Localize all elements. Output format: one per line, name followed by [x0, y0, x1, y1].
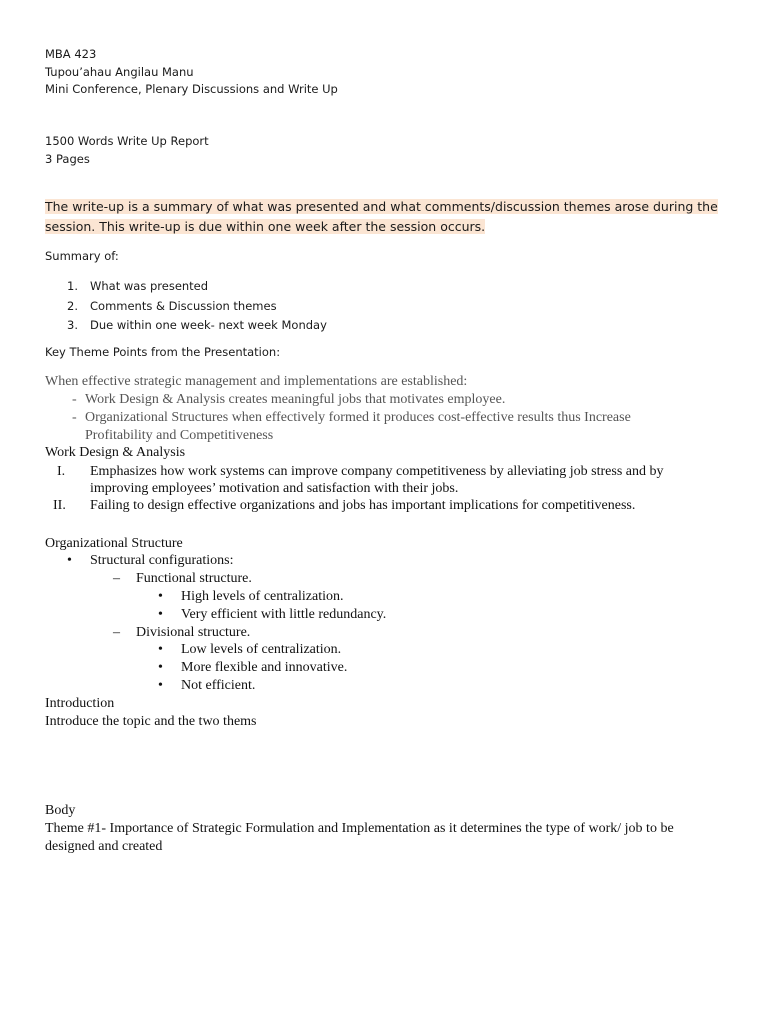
work-design-list — [50, 463, 725, 514]
introduction-text: Introduce the topic and the two thems — [45, 714, 257, 729]
body-theme-line-2: designed and created — [45, 839, 163, 854]
work-design-heading: Work Design & Analysis — [45, 445, 186, 460]
introduction-section — [45, 695, 257, 731]
page-count: 3 Pages — [45, 151, 90, 166]
org-structure-heading: Organizational Structure — [45, 536, 183, 551]
list-item: II. Failing to design effective organizations and jobs has important implications for competitiveness. — [53, 498, 636, 513]
summary-list — [67, 277, 327, 336]
list-item: • More flexible and innovative. — [158, 660, 348, 675]
highlighted-note — [45, 197, 718, 237]
body-theme-line-1: Theme #1- Importance of Strategic Formulation and Implementation as it determines the type of work/ job to be — [45, 821, 674, 836]
document-header — [45, 46, 338, 99]
list-item: 1. What was presented — [67, 279, 209, 293]
list-item: - Organizational Structures when effectively formed it produces cost-effective results thus Increase Profitability and Competitiveness — [72, 410, 631, 443]
author-name: Tupou’ahau Angilau Manu — [45, 64, 194, 79]
list-item: • Low levels of centralization. — [158, 642, 342, 657]
divisional-structure — [113, 624, 250, 642]
body-heading: Body — [45, 803, 76, 818]
highlight-line-2: session. This write-up is due within one week after the session occurs. — [45, 219, 486, 234]
list-item: • Structural configurations: — [67, 553, 234, 568]
requirements — [45, 133, 209, 168]
divisional-items — [158, 641, 347, 695]
list-item: • Very efficient with little redundancy. — [158, 607, 387, 622]
word-count: 1500 Words Write Up Report — [45, 134, 209, 148]
introduction-heading: Introduction — [45, 696, 115, 711]
list-item: • High levels of centralization. — [158, 589, 344, 604]
list-item: – Functional structure. — [113, 571, 252, 586]
structural-configurations — [67, 552, 233, 570]
list-item: - Work Design & Analysis creates meaningful jobs that motivates employee. — [72, 392, 506, 407]
assignment-title: Mini Conference, Plenary Discussions and Write Up — [45, 82, 338, 96]
list-item: 3. Due within one week- next week Monday — [67, 318, 327, 332]
key-points-list — [72, 391, 631, 445]
summary-heading: Summary of: — [45, 249, 119, 263]
functional-structure — [113, 570, 252, 588]
list-item: 2. Comments & Discussion themes — [67, 298, 277, 313]
list-item: • Not efficient. — [158, 678, 256, 693]
course-code: MBA 423 — [45, 47, 97, 61]
key-points-intro: When effective strategic management and implementations are established: — [45, 374, 468, 389]
functional-items — [158, 588, 386, 624]
list-item: – Divisional structure. — [113, 625, 251, 640]
key-points-heading: Key Theme Points from the Presentation: — [45, 345, 281, 359]
body-section — [45, 802, 674, 856]
highlight-line-1: The write-up is a summary of what was presented and what comments/discussion themes arose during the — [45, 199, 718, 214]
list-item: I. Emphasizes how work systems can improve company competitiveness by alleviating job stress and by improving employees’ motivation and satisfaction with their jobs. — [57, 464, 664, 496]
